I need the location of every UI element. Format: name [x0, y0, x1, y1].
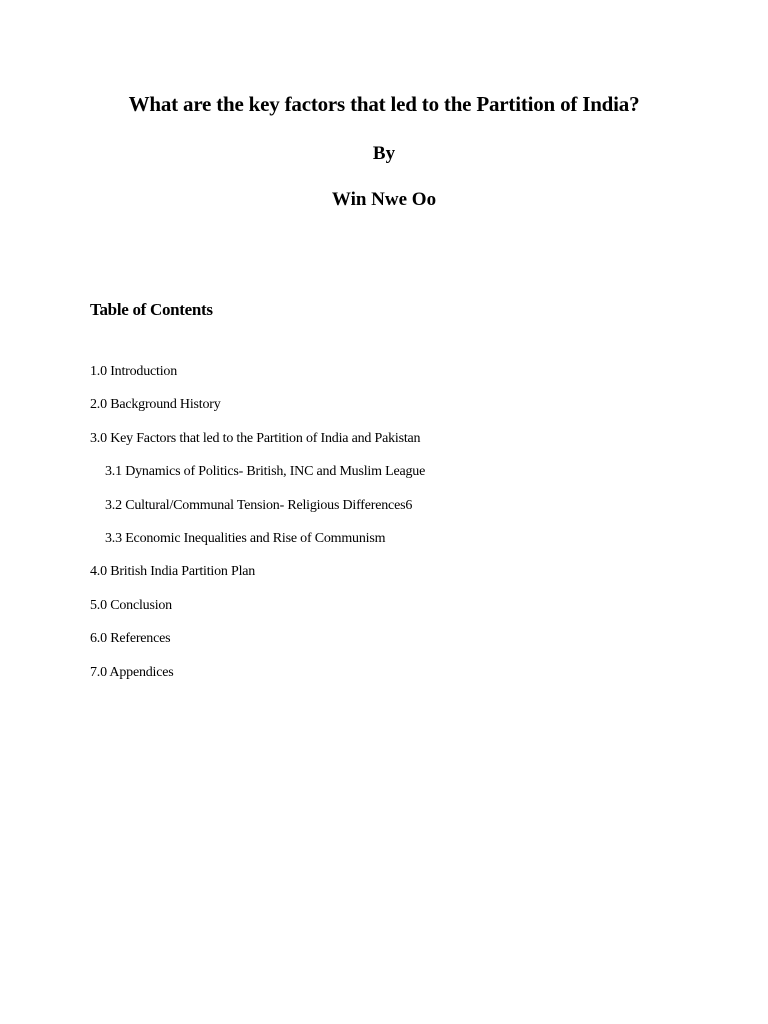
toc-item-background-history: 2.0 Background History: [90, 397, 221, 413]
by-line: By: [372, 143, 396, 164]
toc-item-economic-inequalities: 3.3 Economic Inequalities and Rise of Communism: [105, 530, 386, 546]
author-name: Win Nwe Oo: [331, 189, 437, 210]
toc-item-references: 6.0 References: [90, 631, 171, 647]
toc-item-partition-plan: 4.0 British India Partition Plan: [90, 564, 256, 580]
toc-item-conclusion: 5.0 Conclusion: [90, 597, 172, 613]
toc-item-cultural-communal-tension: 3.2 Cultural/Communal Tension- Religious Differences6: [105, 497, 413, 513]
document-title: What are the key factors that led to the Partition of India?: [128, 92, 640, 116]
toc-item-introduction: 1.0 Introduction: [90, 364, 178, 379]
toc-item-key-factors: 3.0 Key Factors that led to the Partition of India and Pakistan: [90, 430, 421, 446]
toc-item-dynamics-of-politics: 3.1 Dynamics of Politics- British, INC and Muslim League: [105, 464, 426, 480]
toc-item-appendices: 7.0 Appendices: [90, 664, 174, 680]
toc-heading: Table of Contents: [90, 300, 213, 319]
table-of-contents: [90, 362, 425, 696]
